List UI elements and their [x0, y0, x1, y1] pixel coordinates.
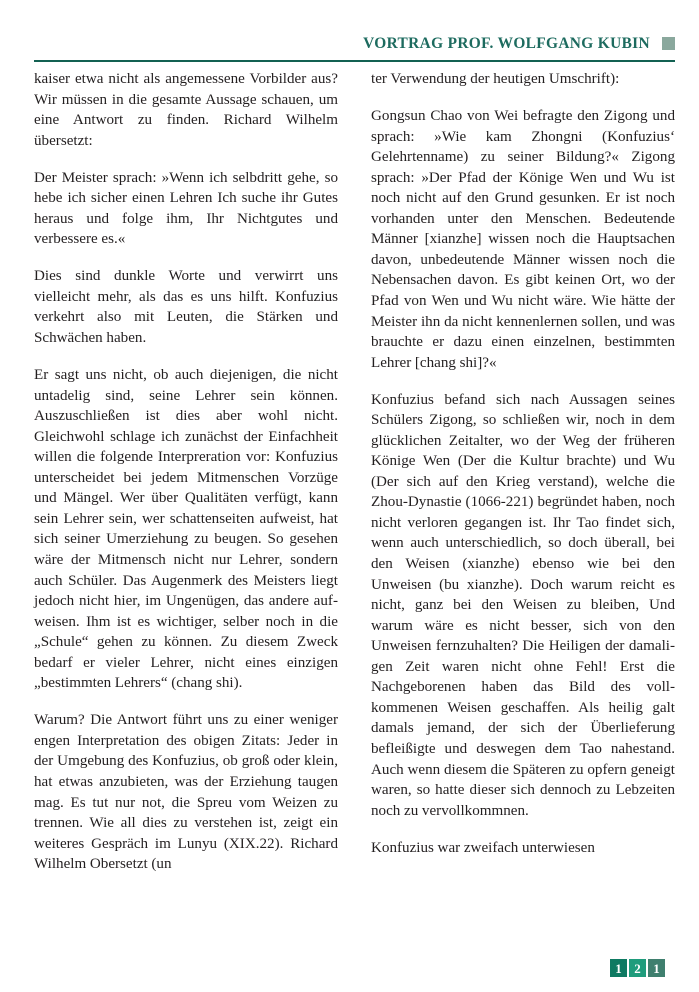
paragraph: Der Meister sprach: »Wenn ich selbdritt gehe, so hebe ich sicher einen Lehren Ich suche ihr Gutes heraus und folge ihm, Ihr Nichtgutes und verbessere es.«	[34, 169, 338, 248]
paragraph: ter Verwendung der heutigen Umschrift):	[371, 71, 620, 87]
square-marker-icon	[662, 37, 675, 50]
text-column-left	[34, 69, 338, 944]
folio-digit: 1	[610, 959, 627, 977]
paragraph: Er sagt uns nicht, ob auch diejenigen, die nicht untadelig sind, seine Lehrer sein können. Auszuschließen ist dies aber wohl nicht. Gleichwohl schlage ich zunächst der Einfachheit willen die folgende Interpreration vor: Konfuzius unterscheidet bei jedem Mitmenschen Vorzüge und Mängel. Wer über Qualitäten verfügt, kann sein Lehrer sein, wer schattenseiten aufweist, hat sich seiner Umerziehung zu beugen. So gesehen wäre der Mitmensch nicht nur Lehrer, sondern auch Schüler. Das Augenmerk des Meisters liegt jedoch nicht hier, im Ungenügen, das andere aufweisen. Ihm ist es wichtiger, selber noch in die „Schule“ gehen zu können. Zu diesem Zweck bedarf er vieler Lehrer, nicht eines einzigen „bestimmten Lehrers“ (chang shi).	[34, 367, 338, 692]
text-column-right	[371, 69, 675, 944]
page-number-folio	[610, 959, 665, 977]
running-header	[34, 32, 675, 56]
paragraph: Gongsun Chao von Wei befragte den Zigong und sprach: »Wie kam Zhongni (Konfuzius‘ Gelehrtenname) zu seiner Bildung?« Zigong sprach: »Der Pfad der Könige Wen und Wu ist noch nicht auf den Grund gesunken. Er ist noch vorhanden unter den Menschen. Bedeutende Männer [xianzhe] wissen noch die Hauptsachen davon, unbedeutende Männer wissen noch die Nebensachen davon. Es gibt keinen Ort, wo der Pfad von Wen und Wu nicht wäre. Wie hätte der Meister ihn da nicht kennenlernen sollen, und was brauchte er dazu einen einzelnen, bestimmten Lehrer [chang shi]?«	[371, 108, 675, 371]
folio-digit: 2	[629, 959, 646, 977]
paragraph: Konfuzius befand sich nach Aussagen seines Schülers Zigong, so schließen wir, noch in dem glücklichen Zeitalter, wo der Weg der früheren Könige Wen (Der die Kultur brachte) und Wu (Der sich auf den Krieg verstand), welche die Zhou-Dynastie (1066-221) begründet haben, noch nicht verloren gegangen ist. Ihr Tao findet sich, wenn auch unterschiedlich, so doch überall, bei den Weisen (xianzhe) ebenso wie bei den Unweisen (bu xianzhe). Doch warum reicht es nicht, ganz bei den Weisen zu bleiben, Und warum wäre es nicht besser, sich von den Unweisen fernzuhalten? Die Heiligen der damaligen Zeit waren nicht ohne Fehl! Erst die Nachgeborenen haben das Bild des vollkommenen Weisen geschaffen. Als heilig galt damals jemand, der sich der Überlieferung befleißigte und deswegen dem Tao nahestand. Auch wenn diesem die Späteren zu opfern geneigt waren, so hatte dieser sich dennoch zu Lebzeiten noch zu vervollkommnen.	[371, 391, 675, 819]
folio-digit: 1	[648, 959, 665, 977]
running-header-title: VORTRAG PROF. WOLFGANG KUBIN	[363, 35, 650, 52]
body-columns	[34, 69, 675, 944]
paragraph: Dies sind dunkle Worte und verwirrt uns vielleicht mehr, als das es uns hilft. Konfuzius verkehrt also mit Leuten, die Stärken und Schwächen haben.	[34, 268, 338, 347]
paragraph: Konfuzius war zweifach unterwiesen	[371, 839, 595, 856]
header-rule-divider	[34, 60, 675, 62]
paragraph: Warum? Die Antwort führt uns zu einer weniger engen Interpretation des obigen Zitats: Jeder in der Umgebung des Konfuzius, ob groß oder klein, hat etwas anzubieten, was der Erziehung taugen mag. Es tut nur not, die Spreu vom Weizen zu trennen. Wie all dies zu verstehen ist, zeigt ein weiteres Gespräch im Lunyu (XIX.22). Richard Wilhelm Obersetzt (un	[34, 712, 338, 873]
paragraph: kaiser etwa nicht als angemessene Vorbilder aus? Wir müssen in die gesamte Aussage schauen, um eine Antwort zu finden. Richard Wilhelm übersetzt:	[34, 71, 338, 149]
